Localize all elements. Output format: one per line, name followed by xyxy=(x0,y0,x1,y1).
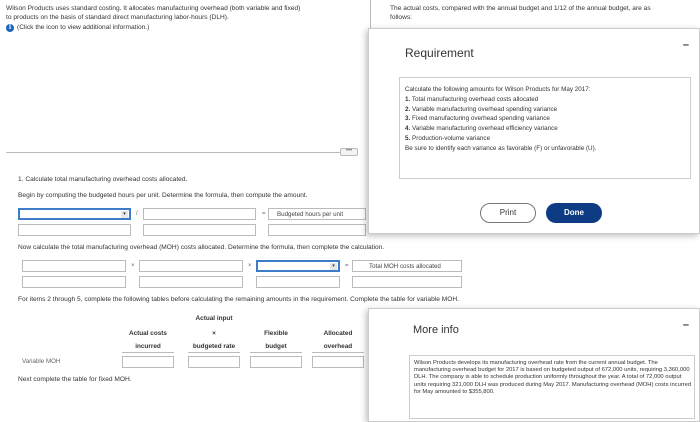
q1-value-input-2[interactable] xyxy=(18,224,131,236)
chevron-down-icon: ▾ xyxy=(330,263,337,270)
q2-value-input-4[interactable] xyxy=(139,276,243,288)
print-button[interactable]: Print xyxy=(480,203,536,223)
q2-result-label: Total MOH costs allocated xyxy=(369,263,441,270)
q2-result-value-input[interactable] xyxy=(352,276,462,288)
intro-line-1: Wilson Products uses standard costing. It allocates manufacturing overhead (both variable and fixed) xyxy=(6,5,301,12)
requirement-item: 4. Variable manufacturing overhead efficiency variance xyxy=(405,125,558,133)
info-icon[interactable]: i xyxy=(6,24,14,32)
q1-instruction: Begin by computing the budgeted hours per unit. Determine the formula, then compute the amount. xyxy=(18,192,308,199)
more-info-text: Wilson Products develops its manufacturing overhead rate from the current annual budget. The manufacturing overhead budget for 2017 is based on budgeted output of 672,000 units, requiring 3,360,000 DLH. The company is able to schedule production uniformly throughout the year. A total of 72,000 output units requiring 321,000 DLH was produced during May 2017. Manufacturing overhead (MOH) costs incurred for May amounted to $355,800. xyxy=(409,355,695,419)
requirement-title: Requirement xyxy=(405,46,474,60)
more-info-title: More info xyxy=(413,324,459,336)
chevron-down-icon: ▾ xyxy=(121,211,128,218)
more-info-dialog xyxy=(368,308,700,422)
q1-operator-1: / xyxy=(136,211,138,217)
col-actual-costs-header-1: Actual costs xyxy=(128,330,167,337)
requirement-note: Be sure to identify each variance as favorable (F) or unfavorable (U). xyxy=(405,144,597,152)
q2-instruction: Now calculate the total manufacturing overhead (MOH) costs allocated. Determine the formula, then complete the calculation. xyxy=(18,244,385,251)
q1-value-input-3[interactable] xyxy=(143,224,256,236)
q2-value-input-5[interactable] xyxy=(256,276,340,288)
requirement-item: 2. Variable manufacturing overhead spending variance xyxy=(405,105,558,113)
q2-operator-3: = xyxy=(345,263,349,269)
col-budgeted-rate-header: budgeted rate xyxy=(192,343,236,350)
variable-moh-row-label: Variable MOH xyxy=(22,358,61,365)
right-intro-line-2: follows: xyxy=(390,13,412,21)
header-underline xyxy=(312,352,364,353)
col-actual-input-header: Actual input xyxy=(195,315,233,322)
q4-instruction: Next complete the table for fixed MOH. xyxy=(18,376,132,383)
header-underline xyxy=(188,352,240,353)
q2-value-input-2[interactable] xyxy=(139,260,243,272)
q2-result-input[interactable] xyxy=(352,260,462,272)
q3-instruction: For items 2 through 5, complete the following tables before calculating the remaining amounts in the requirement. Complete the table for variable MOH. xyxy=(18,296,459,303)
requirement-item: 1. Total manufacturing overhead costs allocated xyxy=(405,95,539,103)
right-intro-text xyxy=(390,5,690,22)
variable-moh-allocated-input[interactable] xyxy=(312,356,364,368)
q1-title: 1. Calculate total manufacturing overhead costs allocated. xyxy=(18,176,188,183)
q1-result-label: Budgeted hours per unit xyxy=(277,211,344,218)
variable-moh-actual-costs-input[interactable] xyxy=(122,356,174,368)
col-flexible-header-2: budget xyxy=(265,343,287,350)
header-underline xyxy=(122,352,174,353)
requirement-item: 5. Production-volume variance xyxy=(405,134,491,142)
intro-text xyxy=(6,5,366,33)
minimize-button[interactable]: – xyxy=(682,319,689,331)
q2-value-input-3[interactable] xyxy=(22,276,126,288)
info-hint: (Click the icon to view additional information.) xyxy=(17,24,150,31)
requirement-item: 3. Fixed manufacturing overhead spending variance xyxy=(405,115,550,123)
minimize-button[interactable]: – xyxy=(682,39,689,51)
variable-moh-budgeted-rate-input[interactable] xyxy=(188,356,240,368)
expand-ellipsis-button[interactable]: ••• xyxy=(340,148,358,156)
col-allocated-header-1: Allocated xyxy=(323,330,353,337)
info-link[interactable] xyxy=(6,24,366,33)
col-actual-costs-header-2: incurred xyxy=(135,343,161,350)
col-flexible-header-1: Flexible xyxy=(264,330,288,337)
q1-result-input[interactable] xyxy=(268,208,366,220)
requirement-intro: Calculate the following amounts for Wilson Products for May 2017: xyxy=(405,86,591,93)
q1-formula-dropdown-1[interactable] xyxy=(18,208,131,220)
col-times-header: × xyxy=(212,330,216,337)
variable-moh-flexible-budget-input[interactable] xyxy=(250,356,302,368)
requirement-dialog xyxy=(368,28,700,234)
right-intro-line-1: The actual costs, compared with the annual budget and 1/12 of the annual budget, are as xyxy=(390,5,651,12)
q2-formula-dropdown[interactable] xyxy=(256,260,340,272)
q1-result-value-input[interactable] xyxy=(268,224,366,236)
requirement-list-box xyxy=(399,77,691,179)
header-underline xyxy=(250,352,302,353)
done-button[interactable]: Done xyxy=(546,203,602,223)
q2-operator-2: × xyxy=(248,263,252,269)
col-allocated-header-2: overhead xyxy=(323,343,353,350)
q1-operator-2: = xyxy=(262,211,266,217)
section-divider xyxy=(6,152,358,153)
q1-value-input-1[interactable] xyxy=(143,208,256,220)
intro-line-2: to products on the basis of standard direct manufacturing labor-hours (DLH). xyxy=(6,13,229,21)
q2-operator-1: × xyxy=(131,263,135,269)
q2-value-input-1[interactable] xyxy=(22,260,126,272)
